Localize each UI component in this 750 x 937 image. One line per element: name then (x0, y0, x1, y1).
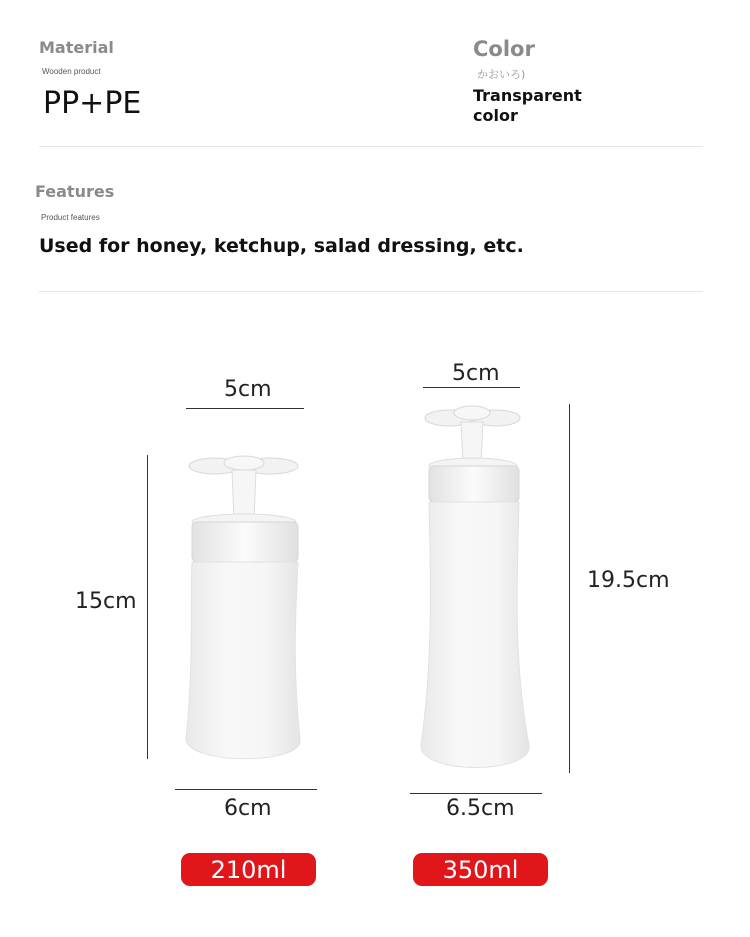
material-title: Material (39, 38, 114, 57)
features-subtitle: Product features (41, 213, 100, 222)
large-bottle (421, 406, 529, 768)
large-bottle-spout (461, 422, 483, 463)
small-bottle (186, 456, 300, 759)
large-bottle-body (421, 502, 529, 768)
color-value-line2: color (473, 106, 518, 125)
large-capacity-badge: 350ml (413, 853, 548, 886)
small-height-label: 15cm (75, 589, 137, 614)
small-bottle-body (186, 562, 300, 759)
small-bottle-cap (192, 522, 298, 562)
color-value-line1: Transparent (473, 86, 582, 105)
material-value: PP+PE (43, 86, 142, 121)
material-subtitle: Wooden product (42, 67, 101, 76)
color-subtitle: かおいろ) (477, 68, 526, 81)
small-capacity-badge: 210ml (181, 853, 316, 886)
large-bottom-width-label: 6.5cm (446, 796, 515, 821)
color-title: Color (473, 37, 535, 61)
small-bottle-spout (232, 470, 256, 520)
features-value: Used for honey, ketchup, salad dressing, etc. (39, 235, 524, 257)
large-bottle-cap (429, 466, 519, 502)
features-title: Features (35, 182, 115, 201)
large-top-width-label: 5cm (452, 361, 500, 386)
large-height-label: 19.5cm (587, 568, 670, 593)
small-bottom-width-label: 6cm (224, 796, 272, 821)
small-top-width-label: 5cm (224, 377, 272, 402)
